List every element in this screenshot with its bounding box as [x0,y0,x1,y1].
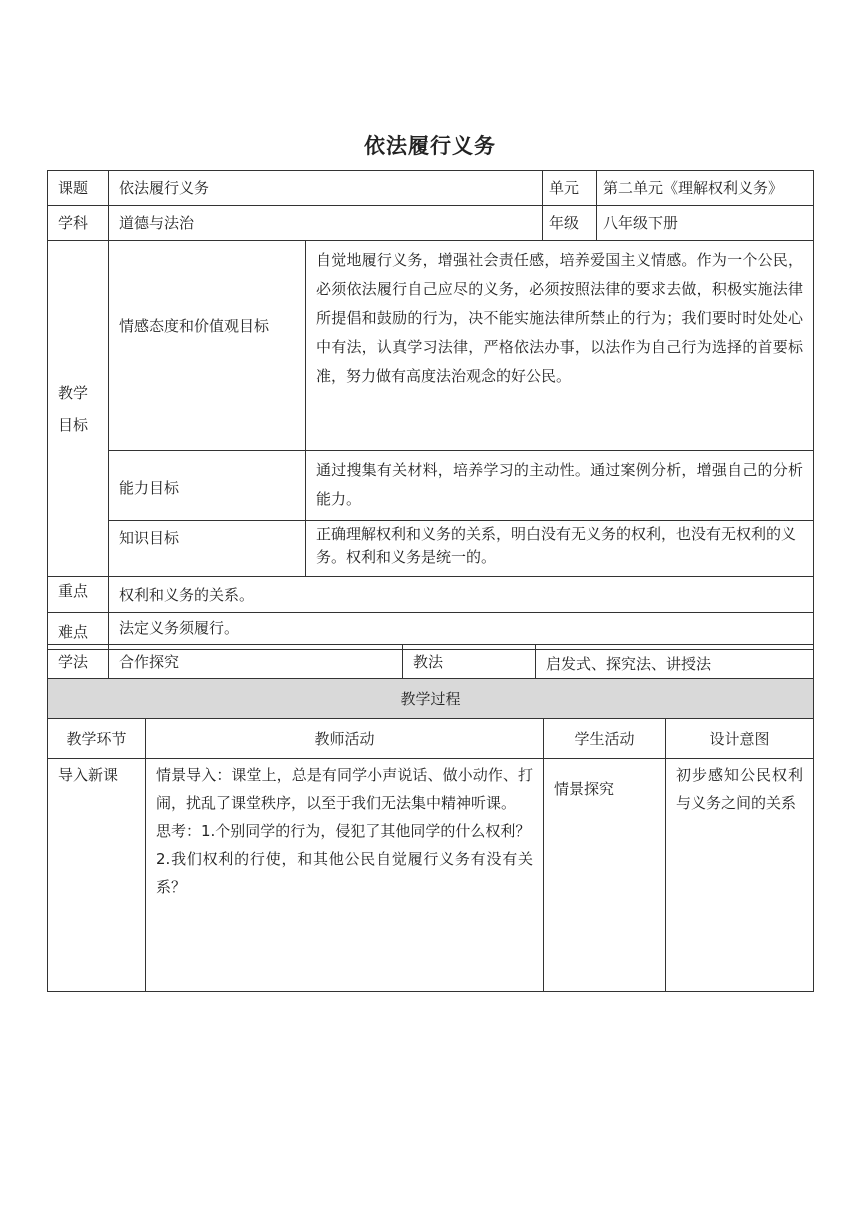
teach-method-value: 启发式、探究法、讲授法 [536,645,814,682]
process-table [47,678,814,992]
design-intent-cell: 初步感知公民权利与义务之间的关系 [666,759,814,992]
goals-label-text: 教学目标 [58,383,89,434]
subject-label: 学科 [48,206,109,241]
key-point-value: 权利和义务的关系。 [109,577,814,613]
emotion-goal-label: 情感态度和价值观目标 [109,241,306,451]
teach-method-label: 教法 [403,645,536,682]
learn-method-label: 学法 [48,645,109,682]
difficulty-value: 法定义务须履行。 [109,613,814,650]
teacher-activity-cell [146,759,544,992]
methods-table [47,644,814,682]
table-row [48,759,814,992]
teacher-activity-p2: 思考：1.个别同学的行为，侵犯了其他同学的什么权利？ [156,822,531,840]
subject-value: 道德与法治 [109,206,543,241]
page-title: 依法履行义务 [364,134,496,158]
topic-label: 课题 [48,171,109,206]
teacher-activity-p3: 2.我们权利的行使，和其他公民自觉履行义务有没有关系？ [156,850,533,896]
key-point-label: 重点 [48,577,109,613]
process-title: 教学过程 [48,679,814,719]
emotion-goal-text: 自觉地履行义务，增强社会责任感，培养爱国主义情感。作为一个公民，必须依法履行自己应尽的义务，必须按照法律的要求去做，积极实施法律所提倡和鼓励的行为，决不能实施法律所禁止的行为；我们要时时处处心中有法，认真学习法律，严格依法办事，以法作为自己行为选择的首要标准，努力做有高度法治观念的好公民。 [306,241,814,451]
unit-label: 单元 [543,171,597,206]
topic-value: 依法履行义务 [109,171,543,206]
knowledge-goal-label: 知识目标 [109,521,306,577]
lesson-info-table [47,170,814,650]
col-intent-header: 设计意图 [666,719,814,759]
unit-value: 第二单元《理解权利义务》 [597,171,814,206]
knowledge-goal-text: 正确理解权利和义务的关系，明白没有无义务的权利，也没有无权利的义务。权利和义务是统一的。 [306,521,814,577]
learn-method-value: 合作探究 [109,645,403,682]
teacher-activity-p1: 情景导入：课堂上，总是有同学小声说话、做小动作、打闹，扰乱了课堂秩序，以至于我们无法集中精神听课。 [156,766,533,812]
col-student-header: 学生活动 [544,719,666,759]
grade-value: 八年级下册 [597,206,814,241]
col-teacher-header: 教师活动 [146,719,544,759]
col-stage-header: 教学环节 [48,719,146,759]
ability-goal-label: 能力目标 [109,451,306,521]
student-activity-cell: 情景探究 [544,759,666,992]
difficulty-label: 难点 [48,613,109,650]
grade-label: 年级 [543,206,597,241]
stage-cell: 导入新课 [48,759,146,992]
goals-label [48,241,109,577]
ability-goal-text: 通过搜集有关材料，培养学习的主动性。通过案例分析，增强自己的分析能力。 [306,451,814,521]
